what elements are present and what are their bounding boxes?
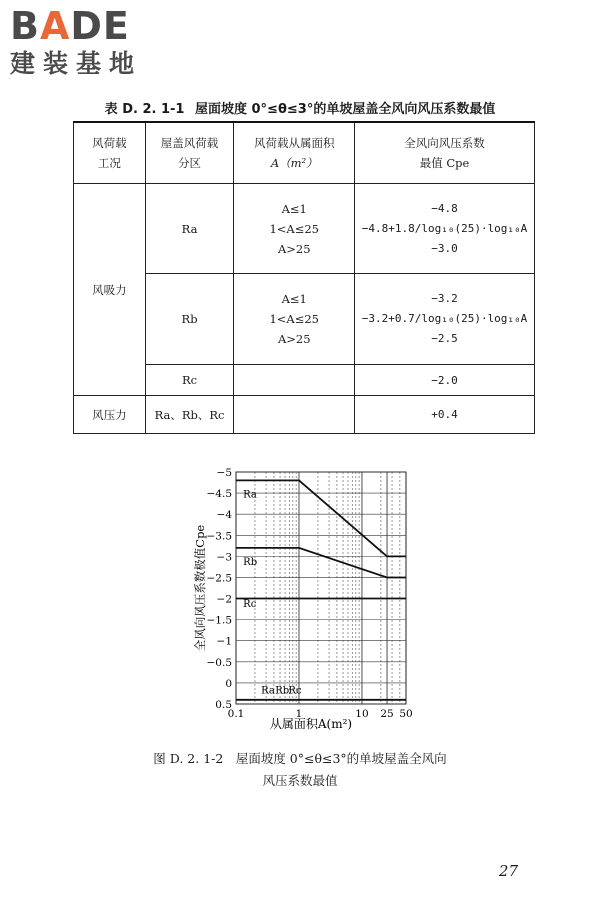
plot-frame — [236, 472, 406, 704]
area-cell: A≤1 1<A≤25 A>25 — [234, 184, 355, 274]
figure-caption — [0, 748, 600, 792]
y-tick-label: −5 — [216, 467, 232, 479]
series-label: Rc — [243, 598, 257, 610]
table-row — [74, 396, 535, 434]
table-caption — [0, 98, 600, 117]
value-cell: −2.0 — [355, 365, 535, 396]
pressure-label: 风压力 — [74, 396, 146, 434]
series-label: Ra — [261, 685, 275, 697]
y-tick-label: −2 — [216, 593, 232, 606]
value-cell: −3.2 −3.2+0.7/log₁₀(25)·log₁₀A −2.5 — [355, 274, 535, 365]
x-tick-label: 10 — [355, 708, 369, 720]
chart-grid — [236, 472, 406, 704]
table-title: 屋面坡度 0°≤θ≤3°的单坡屋盖全风向风压系数最值 — [194, 102, 496, 117]
chart-xlabel: 从属面积A(m²) — [269, 717, 353, 731]
chart-ticks — [207, 467, 413, 720]
publisher-logo — [10, 6, 180, 80]
coefficient-chart — [190, 462, 420, 736]
series-label: Rc — [288, 685, 302, 697]
figure-caption-line2: 风压系数最值 — [262, 773, 338, 788]
area-cell — [234, 396, 355, 434]
zone-cell: Rc — [145, 365, 234, 396]
y-tick-label: −4 — [216, 509, 232, 522]
x-tick-label: 50 — [399, 708, 413, 720]
zone-cell: Ra — [145, 184, 234, 274]
wind-coefficient-table — [73, 121, 535, 434]
chart-ylabel: 全风向风压系数极值Cpe — [193, 524, 207, 652]
y-tick-label: −1.5 — [206, 614, 232, 627]
area-cell: A≤1 1<A≤25 A>25 — [234, 274, 355, 365]
series-line — [236, 480, 406, 556]
x-tick-label: 0.1 — [227, 708, 245, 720]
table-header-row — [74, 122, 535, 184]
page-number: 27 — [498, 862, 518, 880]
header-zone: 屋盖风荷载 分区 — [145, 122, 234, 184]
y-tick-label: −1 — [216, 635, 232, 648]
series-label: Rb — [243, 556, 258, 568]
header-coef: 全风向风压系数 最值 Cpe — [355, 122, 535, 184]
chart-series — [236, 480, 406, 699]
y-tick-label: 0 — [225, 677, 232, 690]
y-tick-label: −2.5 — [206, 572, 232, 585]
figure-caption-line1: 图 D. 2. 1-2 屋面坡度 0°≤θ≤3°的单坡屋盖全风向 — [153, 751, 447, 766]
value-cell: −4.8 −4.8+1.8/log₁₀(25)·log₁₀A −3.0 — [355, 184, 535, 274]
zone-cell: Ra、Rb、Rc — [145, 396, 234, 434]
table-number: 表 D. 2. 1-1 — [104, 102, 185, 117]
table-row — [74, 184, 535, 274]
chart-labels — [243, 489, 302, 696]
x-tick-label: 1 — [295, 708, 303, 720]
y-tick-label: −3.5 — [206, 530, 232, 543]
suction-label: 风吸力 — [74, 184, 146, 396]
header-area: 风荷载从属面积 A（m²） — [234, 122, 355, 184]
y-tick-label: −4.5 — [206, 488, 232, 501]
header-condition: 风荷载 工况 — [74, 122, 146, 184]
area-cell — [234, 365, 355, 396]
series-label: Ra — [243, 489, 257, 501]
chart-svg — [190, 462, 420, 732]
series-line — [236, 548, 406, 578]
zone-cell: Rb — [145, 274, 234, 365]
x-tick-label: 25 — [380, 708, 394, 720]
logo-subtitle: 建装基地 — [10, 49, 143, 78]
logo-wordmark: BADE — [10, 4, 130, 48]
value-cell: +0.4 — [355, 396, 535, 434]
series-label: Rb — [275, 685, 290, 697]
y-tick-label: −3 — [216, 551, 232, 564]
y-tick-label: −0.5 — [206, 656, 232, 669]
y-tick-label: 0.5 — [215, 699, 232, 711]
